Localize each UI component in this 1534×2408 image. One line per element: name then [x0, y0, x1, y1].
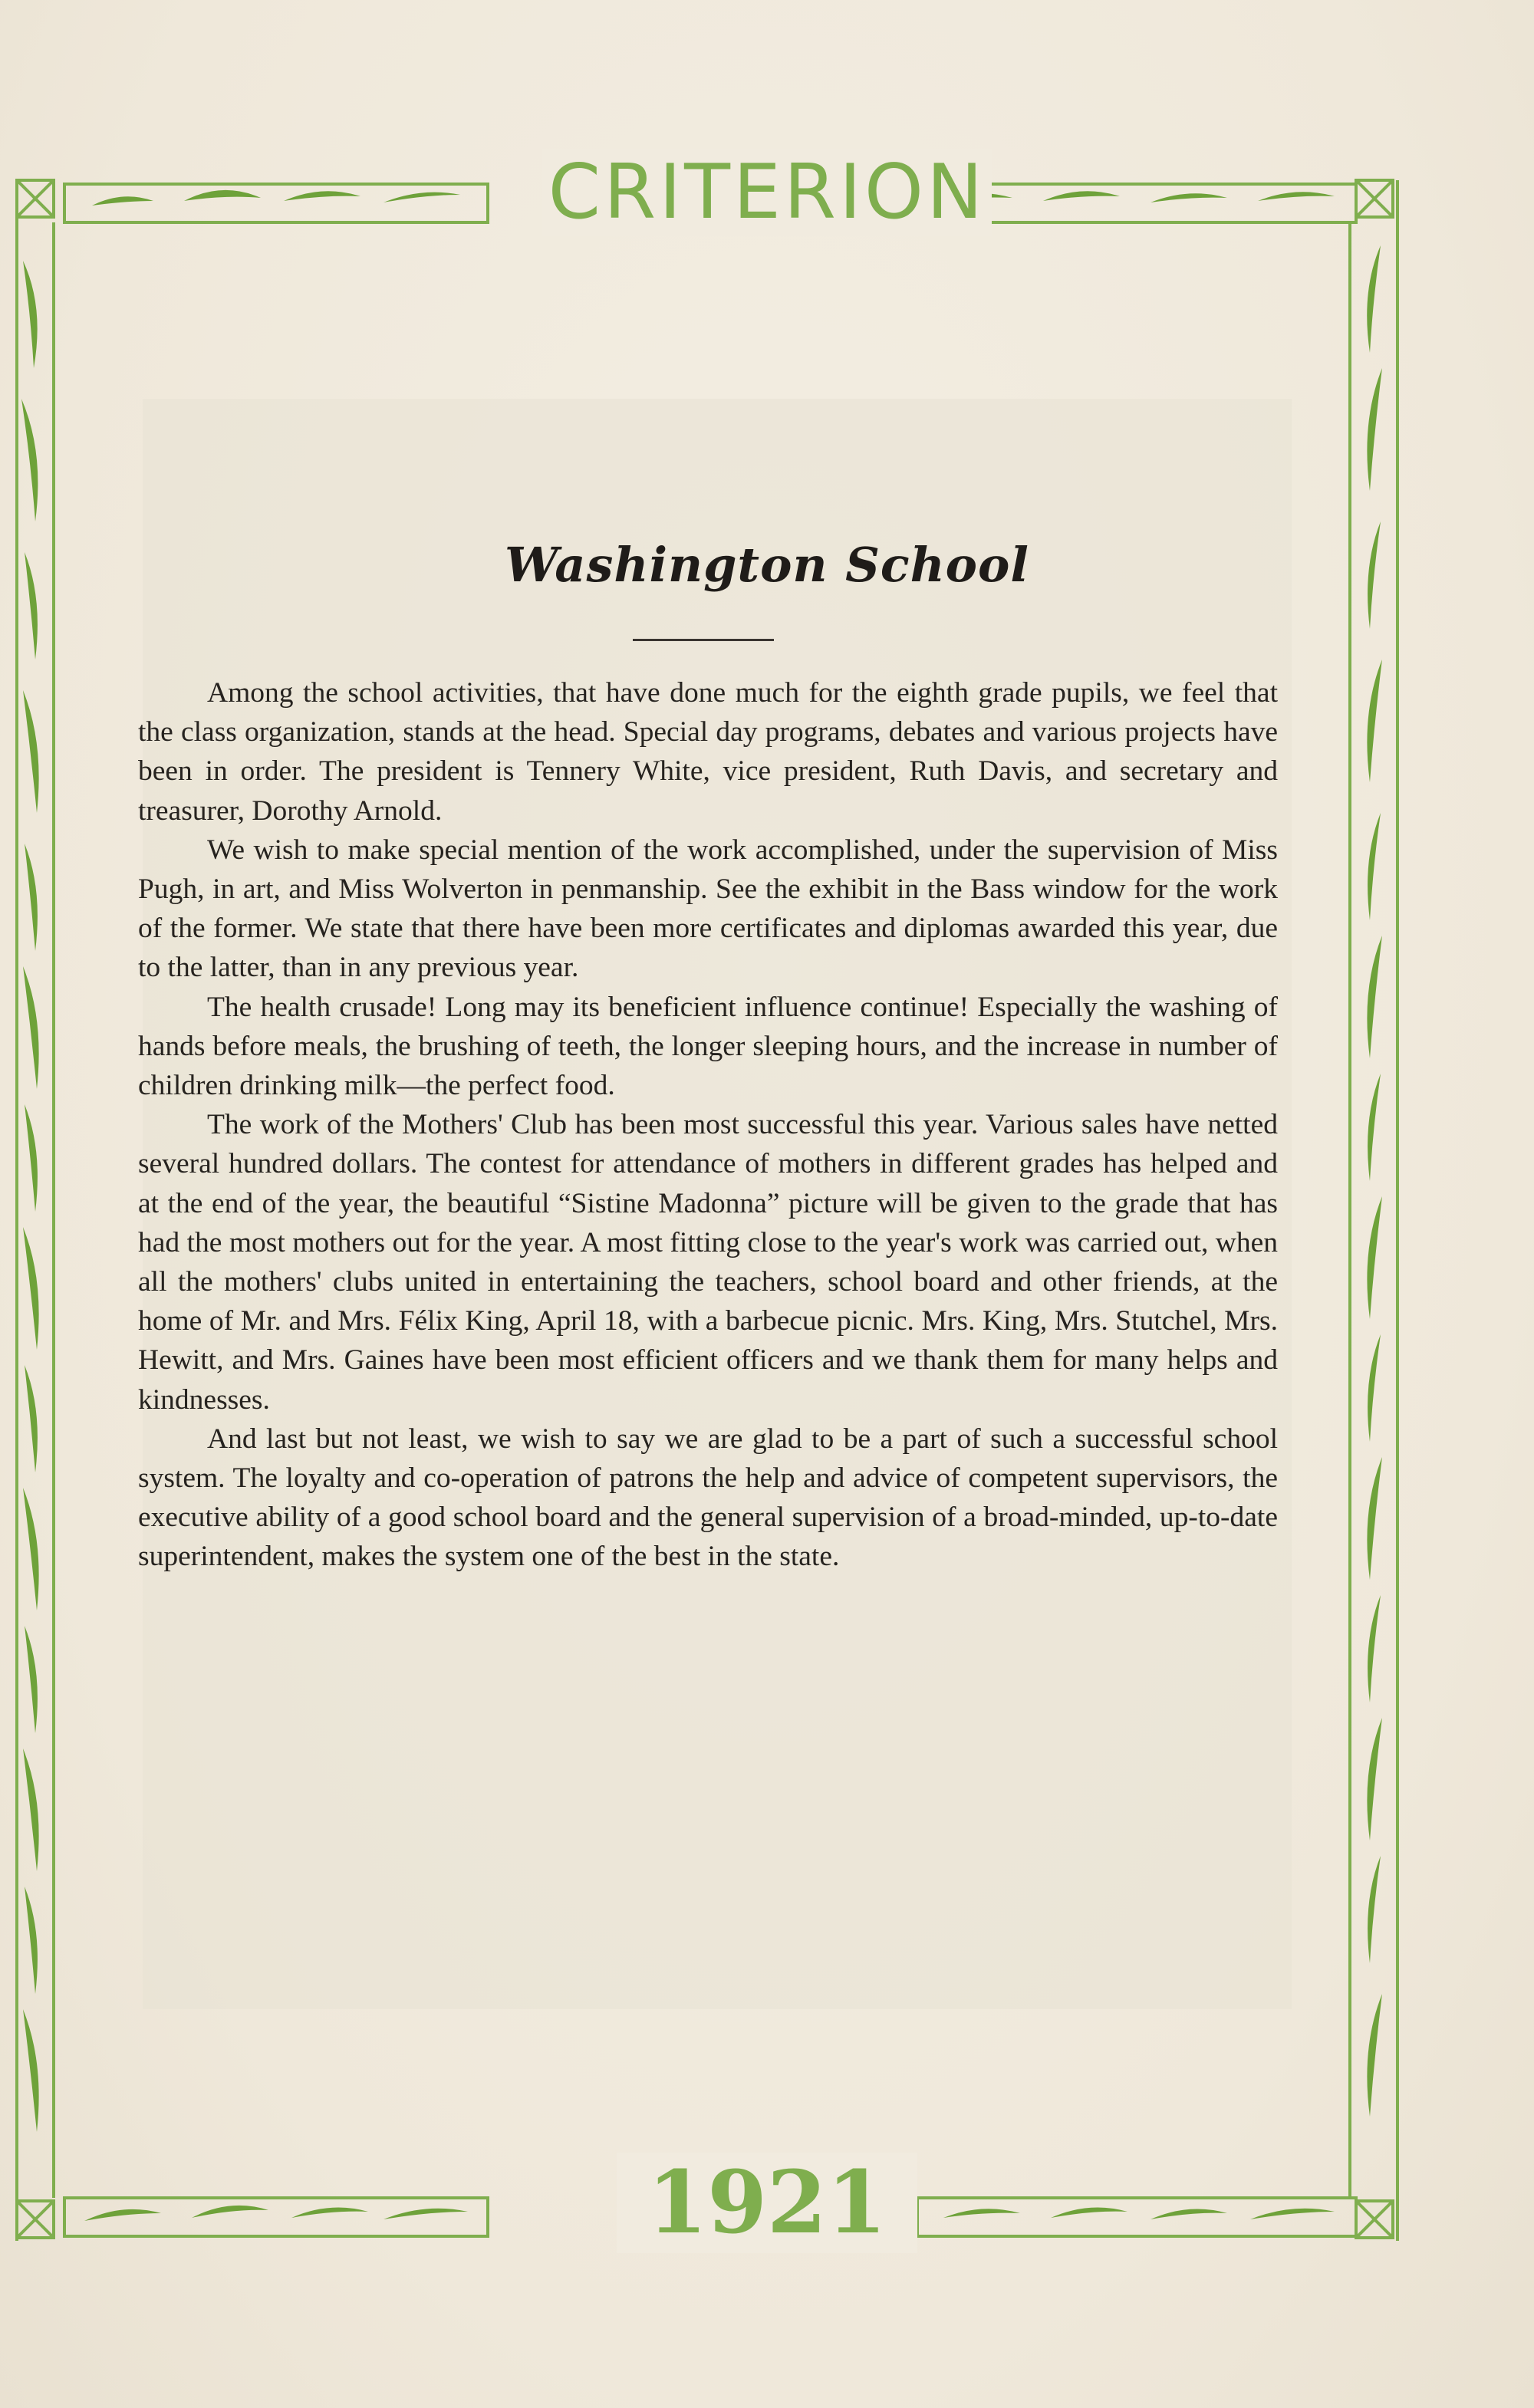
paragraph: And last but not least, we wish to say we are glad to be a part of such a successful school system. The loyalty and co-operation of patrons the help and advice of competent supervisors, the executive ability of a good school board and the general supervision of a broad-minded, up-to-date superintendent, makes the system one of the best in the state.: [138, 1423, 1278, 1573]
masthead: [0, 150, 1534, 235]
title-rule: [633, 639, 774, 641]
footer-year: [0, 2153, 1534, 2253]
paragraph: The work of the Mothers' Club has been most successful this year. Various sales have netted several hundred dollars. The contest for attendance of mothers in different grades has helped and at the end of the year, the beautiful “Sistine Madonna” picture will be given to the grade that has had the most mothers out for the year. A most fitting close to the year's work was carried out, when all the mothers' clubs united in entertaining the teachers, school board and other friends, at the home of Mr. and Mrs. Félix King, April 18, with a barbecue picnic. Mrs. King, Mrs. Stutchel, Mrs. Hewitt, and Mrs. Gaines have been most efficient officers and we thank them for many helps and kindnesses.: [138, 1109, 1278, 1416]
paragraph: We wish to make special mention of the work accomplished, under the supervision of Miss Pugh, in art, and Miss Wolverton in penmanship. See the exhibit in the Bass window for the work of the former. We state that there have been more certificates and diplomas awarded this year, due to the latter, than in any previous year.: [138, 834, 1278, 984]
article-body: [138, 673, 1278, 1577]
paragraph: The health crusade! Long may its beneficient influence continue! Especially the washing of hands before meals, the brushing of teeth, the longer sleeping hours, and the increase in number of children drinking milk—the perfect food.: [138, 991, 1278, 1102]
paragraph: Among the school activities, that have done much for the eighth grade pupils, we feel that the class organization, stands at the head. Special day programs, debates and various projects have been in order. The president is Tennery White, vice president, Ruth Davis, and secretary and treasurer, Dorothy Arnold.: [138, 677, 1278, 827]
masthead-text: CRITERION: [542, 149, 992, 236]
article-title: Washington School: [505, 537, 1029, 593]
year-text: 1921: [617, 2153, 917, 2253]
